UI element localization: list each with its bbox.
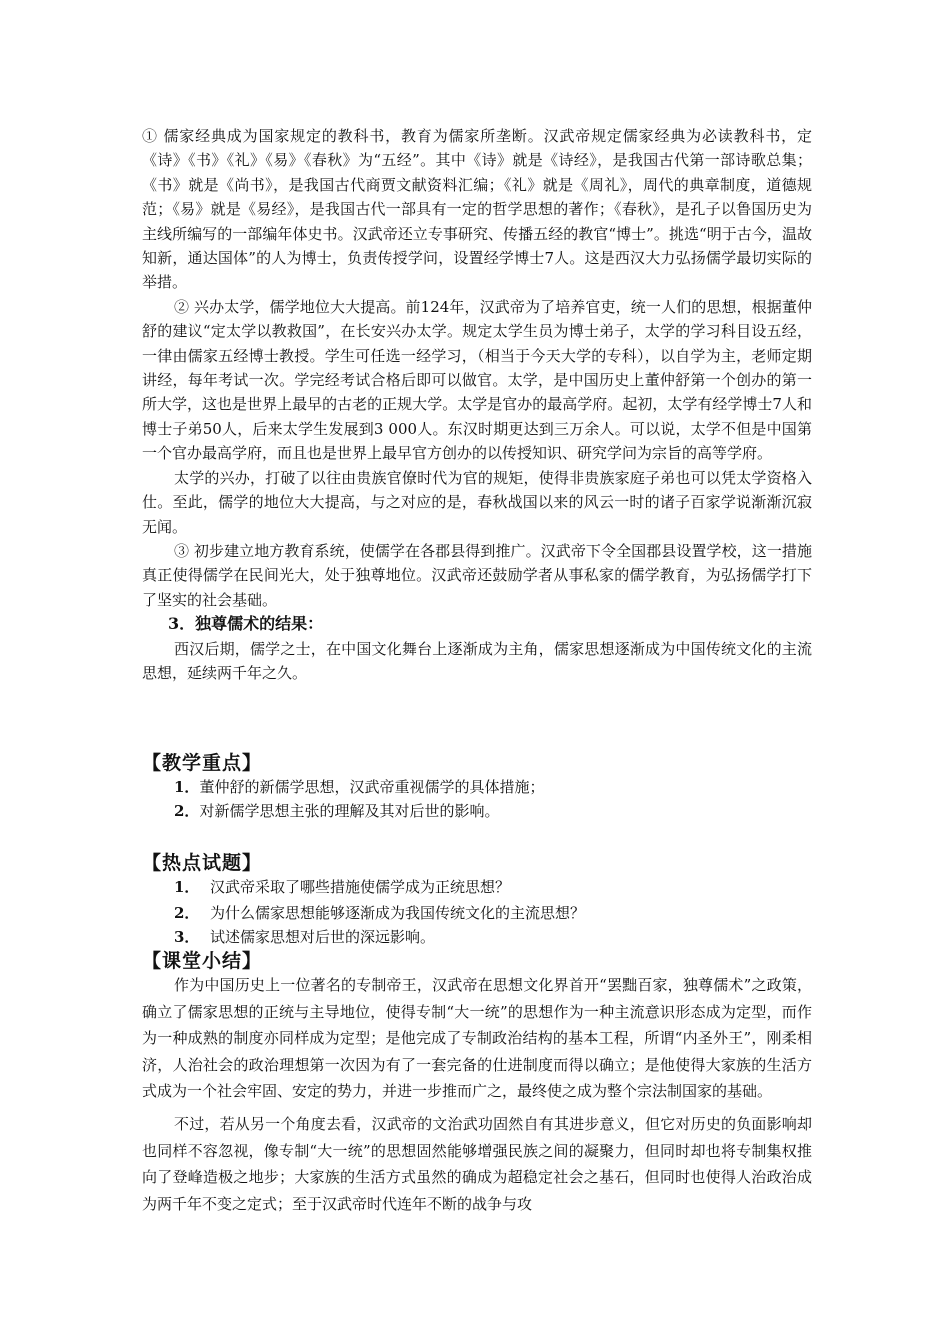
question-text: 汉武帝采取了哪些措施使儒学成为正统思想？ <box>210 878 511 896</box>
teaching-focus-heading: 【教学重点】 <box>142 752 263 774</box>
question-text: 为什么儒家思想能够逐渐成为我国传统文化的主流思想？ <box>210 904 586 922</box>
paragraph-local-education: ③ 初步建立地方教育系统，使儒学在各郡县得到推广。汉武帝下令全国郡县设置学校，这一措施真正使得儒学在民间光大，处于独尊地位。汉武帝还鼓励学者从事私家的儒学教育，为弘扬儒学打下了坚实的社会基础。 <box>142 541 812 609</box>
paragraph-five-classics: ① 儒家经典成为国家规定的教科书，教育为儒家所垄断。汉武帝规定儒家经典为必读教科书，定《诗》《书》《礼》《易》《春秋》为“五经”。其中《诗》就是《诗经》，是我国古代第一部诗歌总集；《书》就是《尚书》，是我国古代商贾文献资料汇编；《礼》就是《周礼》，周代的典章制度，道德规范；《易》就是《易经》，是我国古代一部具有一定的哲学思想的著作；《春秋》，是孔子以鲁国历史为主线所编写的一部编年体史书。汉武帝还立专事研究、传播五经的教官“博士”。挑选“明于古今，温故知新，通达国体”的人为博士，负责传授学问，设置经学博士7人。这是西汉大力弘扬儒学最切实际的举措。 <box>142 127 812 292</box>
question-text: 试述儒家思想对后世的深远影响。 <box>210 928 436 946</box>
paragraph-result: 西汉后期，儒学之士，在中国文化舞台上逐渐成为主角，儒家思想逐渐成为中国传统文化的主流思想，延续两千年之久。 <box>142 639 812 682</box>
focus-item-text: 对新儒学思想主张的理解及其对后世的影响。 <box>199 802 500 820</box>
focus-item-number: 1． <box>174 778 200 796</box>
focus-item <box>174 776 544 798</box>
question-number: 3． <box>174 928 200 946</box>
question-item <box>174 876 510 898</box>
question-number: 1． <box>174 878 200 896</box>
summary-paragraph-1: 作为中国历史上一位著名的专制帝王，汉武帝在思想文化界首开“罢黜百家，独尊儒术”之政策，确立了儒家思想的正统与主导地位，使得专制“大一统”的思想作为一种主流意识形态成为定型，而作为一种成熟的制度亦同样成为定型；是他完成了专制政治结构的基本工程，所谓“内圣外王”，刚柔相济，人治社会的政治理想第一次因为有了一套完备的仕进制度而得以确立；是他使得大家族的生活方式成为一个社会牢固、安定的势力，并进一步推而广之，最终使之成为整个宗法制国家的基础。 <box>142 976 812 1101</box>
body-text-summary <box>142 972 812 1217</box>
summary-paragraph-2: 不过，若从另一个角度去看，汉武帝的文治武功固然自有其进步意义，但它对历史的负面影响却也同样不容忽视，像专制“大一统”的思想固然能够增强民族之间的凝聚力，但同时却也将专制集权推向了登峰造极之地步；大家族的生活方式虽然的确成为超稳定社会之基石，但同时也使得人治政治成为两千年不变之定式；至于汉武帝时代连年不断的战争与攻 <box>142 1114 812 1213</box>
paragraph-academy-impact: 太学的兴办，打破了以往由贵族官僚时代为官的规矩，使得非贵族家庭子弟也可以凭太学资格入仕。至此，儒学的地位大大提高，与之对应的是，春秋战国以来的风云一时的诸子百家学说渐渐沉寂无闻。 <box>142 468 812 536</box>
question-item <box>174 926 435 948</box>
focus-item-number: 2． <box>174 802 200 820</box>
paragraph-imperial-academy: ② 兴办太学，儒学地位大大提高。前124年，汉武帝为了培养官吏，统一人们的思想，根据董仲舒的建议“定太学以教救国”，在长安兴办太学。规定太学生员为博士弟子，太学的学习科目设五经，一律由儒家五经博士教授。学生可任选一经学习，（相当于今天大学的专科），以自学为主，老师定期讲经，每年考试一次。学完经考试合格后即可以做官。太学，是中国历史上董仲舒第一个创办的第一所大学，这也是世界上最早的古老的正规大学。太学是官办的最高学府。起初，太学有经学博士7人和博士子弟50人，后来太学生发展到3 000人。东汉时期更达到三万余人。可以说，太学不但是中国第一个官办最高学府，而且也是世界上最早官方创办的以传授知识、研究学问为宗旨的高等学府。 <box>142 297 812 463</box>
body-text-upper <box>142 124 812 685</box>
question-number: 2． <box>174 904 200 922</box>
focus-item <box>174 800 499 822</box>
hot-questions-heading: 【热点试题】 <box>142 852 263 874</box>
focus-item-text: 董仲舒的新儒学思想，汉武帝重视儒学的具体措施； <box>199 778 545 796</box>
result-heading: 3．独尊儒术的结果： <box>168 614 324 634</box>
question-item <box>174 902 585 924</box>
class-summary-heading: 【课堂小结】 <box>142 950 263 972</box>
